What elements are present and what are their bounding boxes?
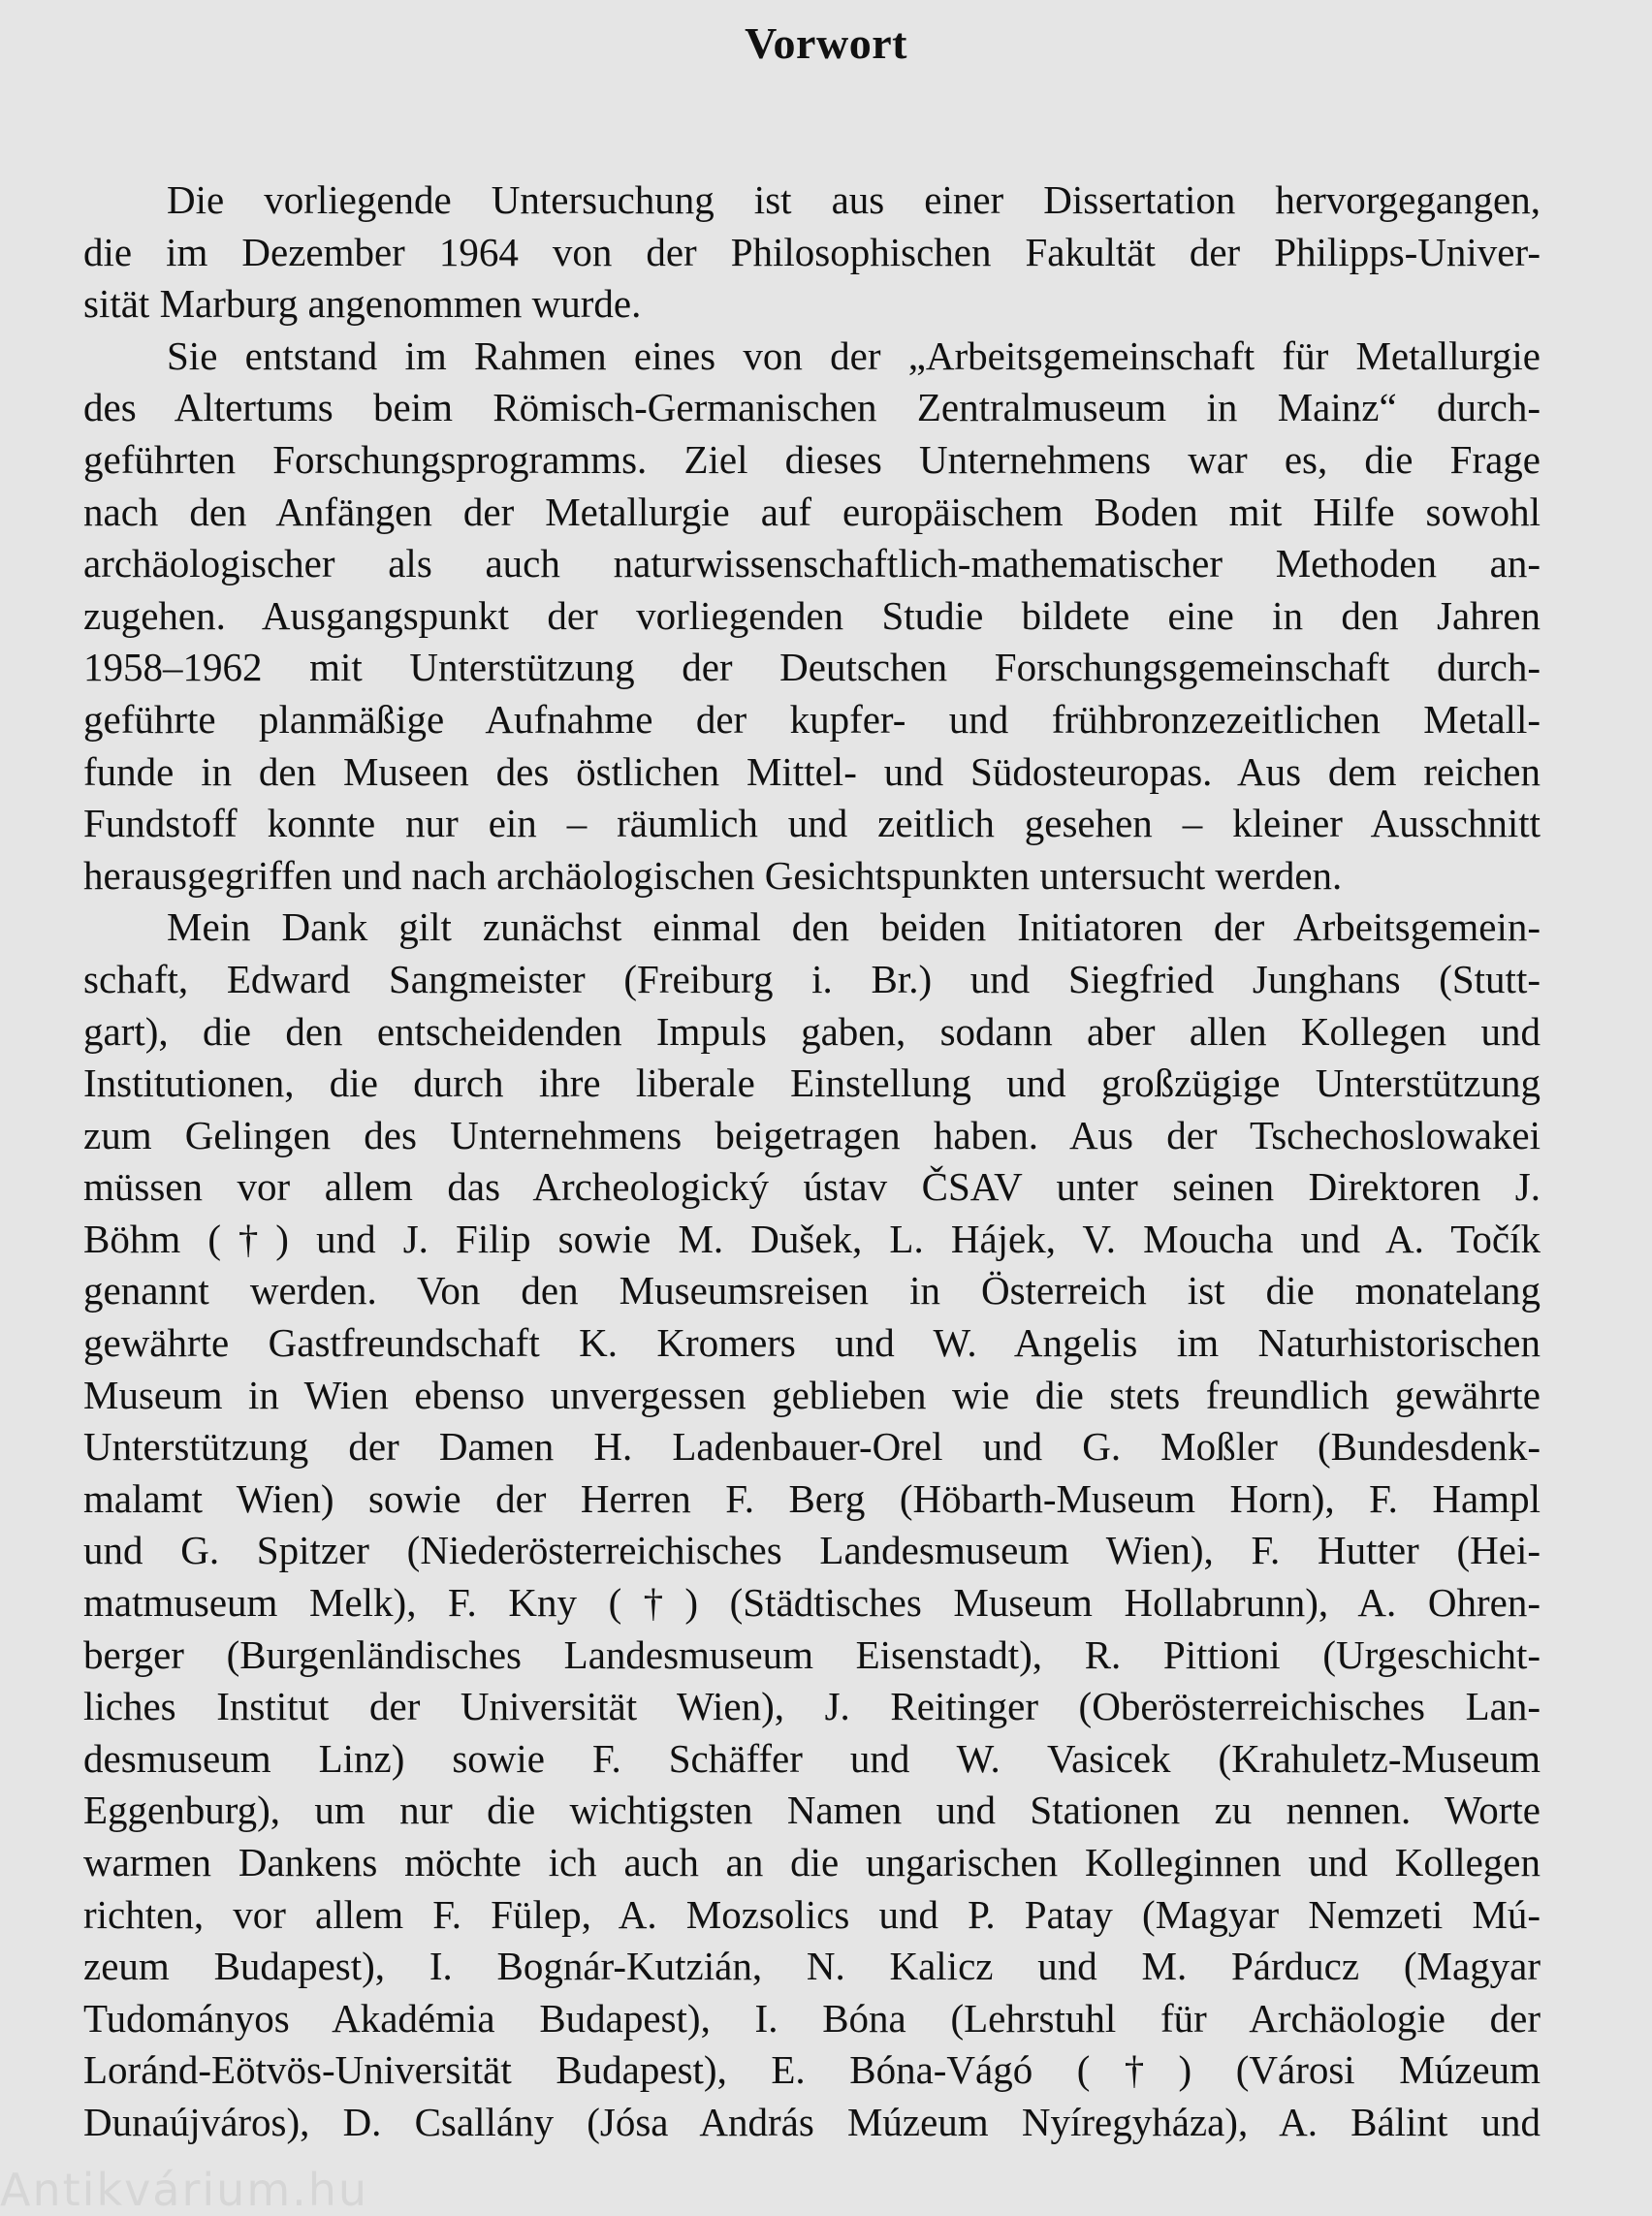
text-line-1: Die vorliegende Untersuchung ist aus einer Dissertation hervorgegangen, — [167, 177, 1541, 222]
text-line-8: archäologischer als auch naturwissenschaftlich-mathematischer Methoden an- — [83, 541, 1541, 586]
text-line-18: Institutionen, die durch ihre liberale Einstellung und großzügige Unterstützung — [83, 1061, 1541, 1106]
text-line-16: schaft, Edward Sangmeister (Freiburg i. Br.) und Siegfried Junghans (Stutt- — [83, 956, 1541, 1001]
text-line-26: malamt Wien) sowie der Herren F. Berg (Höbarth-Museum Horn), F. Hampl — [83, 1475, 1541, 1521]
text-line-14: herausgegriffen und nach archäologischen Gesichtspunkten untersucht werden. — [83, 852, 1343, 898]
text-line-5: des Altertums beim Römisch-Germanischen Zentralmuseum in Mainz“ durch- — [83, 385, 1541, 430]
text-line-2: die im Dezember 1964 von der Philosophischen Fakultät der Philipps-Univer- — [83, 229, 1541, 274]
text-line-35: zeum Budapest), I. Bognár-Kutzián, N. Kalicz und M. Párducz (Magyar — [83, 1944, 1541, 1989]
text-line-17: gart), die den entscheidenden Impuls gaben, sodann aber allen Kollegen und — [83, 1008, 1541, 1054]
watermark: Antikvárium.hu — [0, 2164, 369, 2216]
page-title: Vorwort — [745, 18, 907, 68]
text-line-13: Fundstoff konnte nur ein – räumlich und zeitlich gesehen – kleiner Ausschnitt — [83, 801, 1541, 846]
text-line-24: Museum in Wien ebenso unvergessen geblieben wie die stets freundlich gewährte — [83, 1372, 1541, 1417]
text-line-10: 1958–1962 mit Unterstützung der Deutschen Forschungsgemeinschaft durch- — [83, 645, 1541, 690]
text-line-36: Tudományos Akadémia Budapest), I. Bóna (Lehrstuhl für Archäologie der — [83, 1995, 1541, 2041]
text-line-31: desmuseum Linz) sowie F. Schäffer und W. Vasicek (Krahuletz-Museum — [83, 1735, 1541, 1781]
text-line-27: und G. Spitzer (Niederösterreichisches Landesmuseum Wien), F. Hutter (Hei- — [83, 1528, 1541, 1573]
text-line-12: funde in den Museen des östlichen Mittel- und Südosteuropas. Aus dem reichen — [83, 748, 1541, 794]
text-line-25: Unterstützung der Damen H. Ladenbauer-Orel und G. Moßler (Bundesdenk- — [83, 1424, 1541, 1470]
text-line-38: Dunaújváros), D. Csallány (Jósa András Múzeum Nyíregyháza), A. Bálint und — [83, 2099, 1541, 2144]
text-line-32: Eggenburg), um nur die wichtigsten Namen und Stationen zu nennen. Worte — [83, 1788, 1541, 1833]
text-line-6: geführten Forschungsprogramms. Ziel dieses Unternehmens war es, die Frage — [83, 436, 1541, 482]
text-line-11: geführte planmäßige Aufnahme der kupfer- und frühbronzezeitlichen Metall- — [83, 696, 1541, 742]
text-line-21: Böhm (†) und J. Filip sowie M. Dušek, L. Hájek, V. Moucha und A. Točík — [83, 1216, 1541, 1261]
text-line-7: nach den Anfängen der Metallurgie auf europäischem Boden mit Hilfe sowohl — [83, 489, 1541, 534]
text-line-29: berger (Burgenländisches Landesmuseum Eisenstadt), R. Pittioni (Urgeschicht- — [83, 1631, 1541, 1677]
text-line-28: matmuseum Melk), F. Kny (†) (Städtisches Museum Hollabrunn), A. Ohren- — [83, 1580, 1541, 1626]
text-line-15: Mein Dank gilt zunächst einmal den beiden Initiatoren der Arbeitsgemein- — [167, 904, 1541, 950]
text-line-33: warmen Dankens möchte ich auch an die ungarischen Kolleginnen und Kollegen — [83, 1840, 1541, 1884]
text-line-3: sität Marburg angenommen wurde. — [83, 281, 642, 327]
text-line-22: genannt werden. Von den Museumsreisen in Österreich ist die monatelang — [83, 1268, 1541, 1314]
text-line-19: zum Gelingen des Unternehmens beigetragen haben. Aus der Tschechoslowakei — [83, 1112, 1541, 1157]
text-line-9: zugehen. Ausgangspunkt der vorliegenden Studie bildete eine in den Jahren — [83, 592, 1541, 638]
text-line-4: Sie entstand im Rahmen eines von der „Arbeitsgemeinschaft für Metallurgie — [167, 332, 1541, 378]
text-line-23: gewährte Gastfreundschaft K. Kromers und W. Angelis im Naturhistorischen — [83, 1320, 1541, 1366]
text-line-37: Loránd-Eötvös-Universität Budapest), E. Bóna-Vágó (†) (Városi Múzeum — [83, 2047, 1541, 2093]
text-line-34: richten, vor allem F. Fülep, A. Mozsolics und P. Patay (Magyar Nemzeti Mú- — [83, 1891, 1541, 1937]
body-text — [83, 174, 1541, 2149]
text-line-20: müssen vor allem das Archeologický ústav ČSAV unter seinen Direktoren J. — [83, 1164, 1541, 1210]
text-line-30: liches Institut der Universität Wien), J. Reitinger (Oberösterreichisches Lan- — [83, 1684, 1541, 1729]
